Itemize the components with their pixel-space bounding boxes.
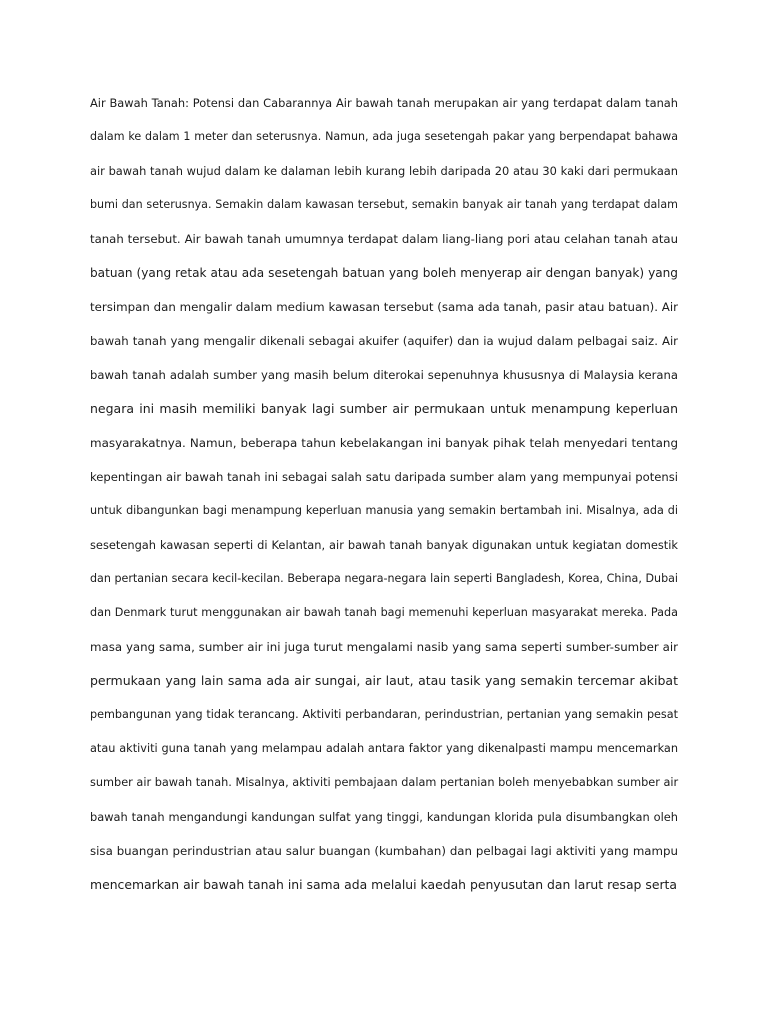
text-line: negara ini masih memiliki banyak lagi sumber air permukaan untuk menampung keperluan [90,401,678,416]
text-line: dan Denmark turut menggunakan air bawah tanah bagi memenuhi keperluan masyarakat mereka. Pada [90,606,678,619]
text-line: sesetengah kawasan seperti di Kelantan, air bawah tanah banyak digunakan untuk kegiatan domestik [90,538,678,552]
text-line: bawah tanah mengandungi kandungan sulfat yang tinggi, kandungan klorida pula disumbangkan oleh [90,810,678,824]
text-line: bawah tanah adalah sumber yang masih belum diterokai sepenuhnya khususnya di Malaysia kerana [90,368,678,382]
text-line: tersimpan dan mengalir dalam medium kawasan tersebut (sama ada tanah, pasir atau batuan). Air [90,300,678,314]
document-body [90,86,678,902]
text-line: permukaan yang lain sama ada air sungai, air laut, atau tasik yang semakin tercemar akibat [90,673,678,688]
text-line: bumi dan seterusnya. Semakin dalam kawasan tersebut, semakin banyak air tanah yang terdapat dalam [90,198,678,211]
text-line: batuan (yang retak atau ada sesetengah batuan yang boleh menyerap air dengan banyak) yang [90,266,678,280]
text-line: mencemarkan air bawah tanah ini sama ada melalui kaedah penyusutan dan larut resap serta [90,877,677,892]
text-line: kepentingan air bawah tanah ini sebagai salah satu daripada sumber alam yang mempunyai potensi [90,470,678,484]
text-line: masyarakatnya. Namun, beberapa tahun kebelakangan ini banyak pihak telah menyedari tentang [90,436,678,450]
text-line: Air Bawah Tanah: Potensi dan Cabarannya Air bawah tanah merupakan air yang terdapat dalam tanah [90,96,678,110]
text-line: atau aktiviti guna tanah yang melampau adalah antara faktor yang dikenalpasti mampu mencemarkan [90,742,678,755]
text-line: sumber air bawah tanah. Misalnya, aktiviti pembajaan dalam pertanian boleh menyebabkan sumber air [90,776,679,789]
text-line: tanah tersebut. Air bawah tanah umumnya terdapat dalam liang-liang pori atau celahan tanah atau [90,232,678,246]
text-line: untuk dibangunkan bagi menampung keperluan manusia yang semakin bertambah ini. Misalnya, ada di [90,504,678,517]
text-line: sisa buangan perindustrian atau salur buangan (kumbahan) dan pelbagai lagi aktiviti yang mampu [90,844,678,858]
text-line: pembangunan yang tidak terancang. Aktiviti perbandaran, perindustrian, pertanian yang semakin pesat [90,708,678,721]
text-line: bawah tanah yang mengalir dikenali sebagai akuifer (aquifer) dan ia wujud dalam pelbagai saiz. Air [90,334,678,348]
text-line: dan pertanian secara kecil-kecilan. Beberapa negara-negara lain seperti Bangladesh, Korea, China, Dubai [90,572,678,585]
text-line: air bawah tanah wujud dalam ke dalaman lebih kurang lebih daripada 20 atau 30 kaki dari permukaan [90,164,678,178]
text-line: masa yang sama, sumber air ini juga turut mengalami nasib yang sama seperti sumber-sumber air [90,640,678,654]
text-line: dalam ke dalam 1 meter dan seterusnya. Namun, ada juga sesetengah pakar yang berpendapat bahawa [90,130,678,143]
